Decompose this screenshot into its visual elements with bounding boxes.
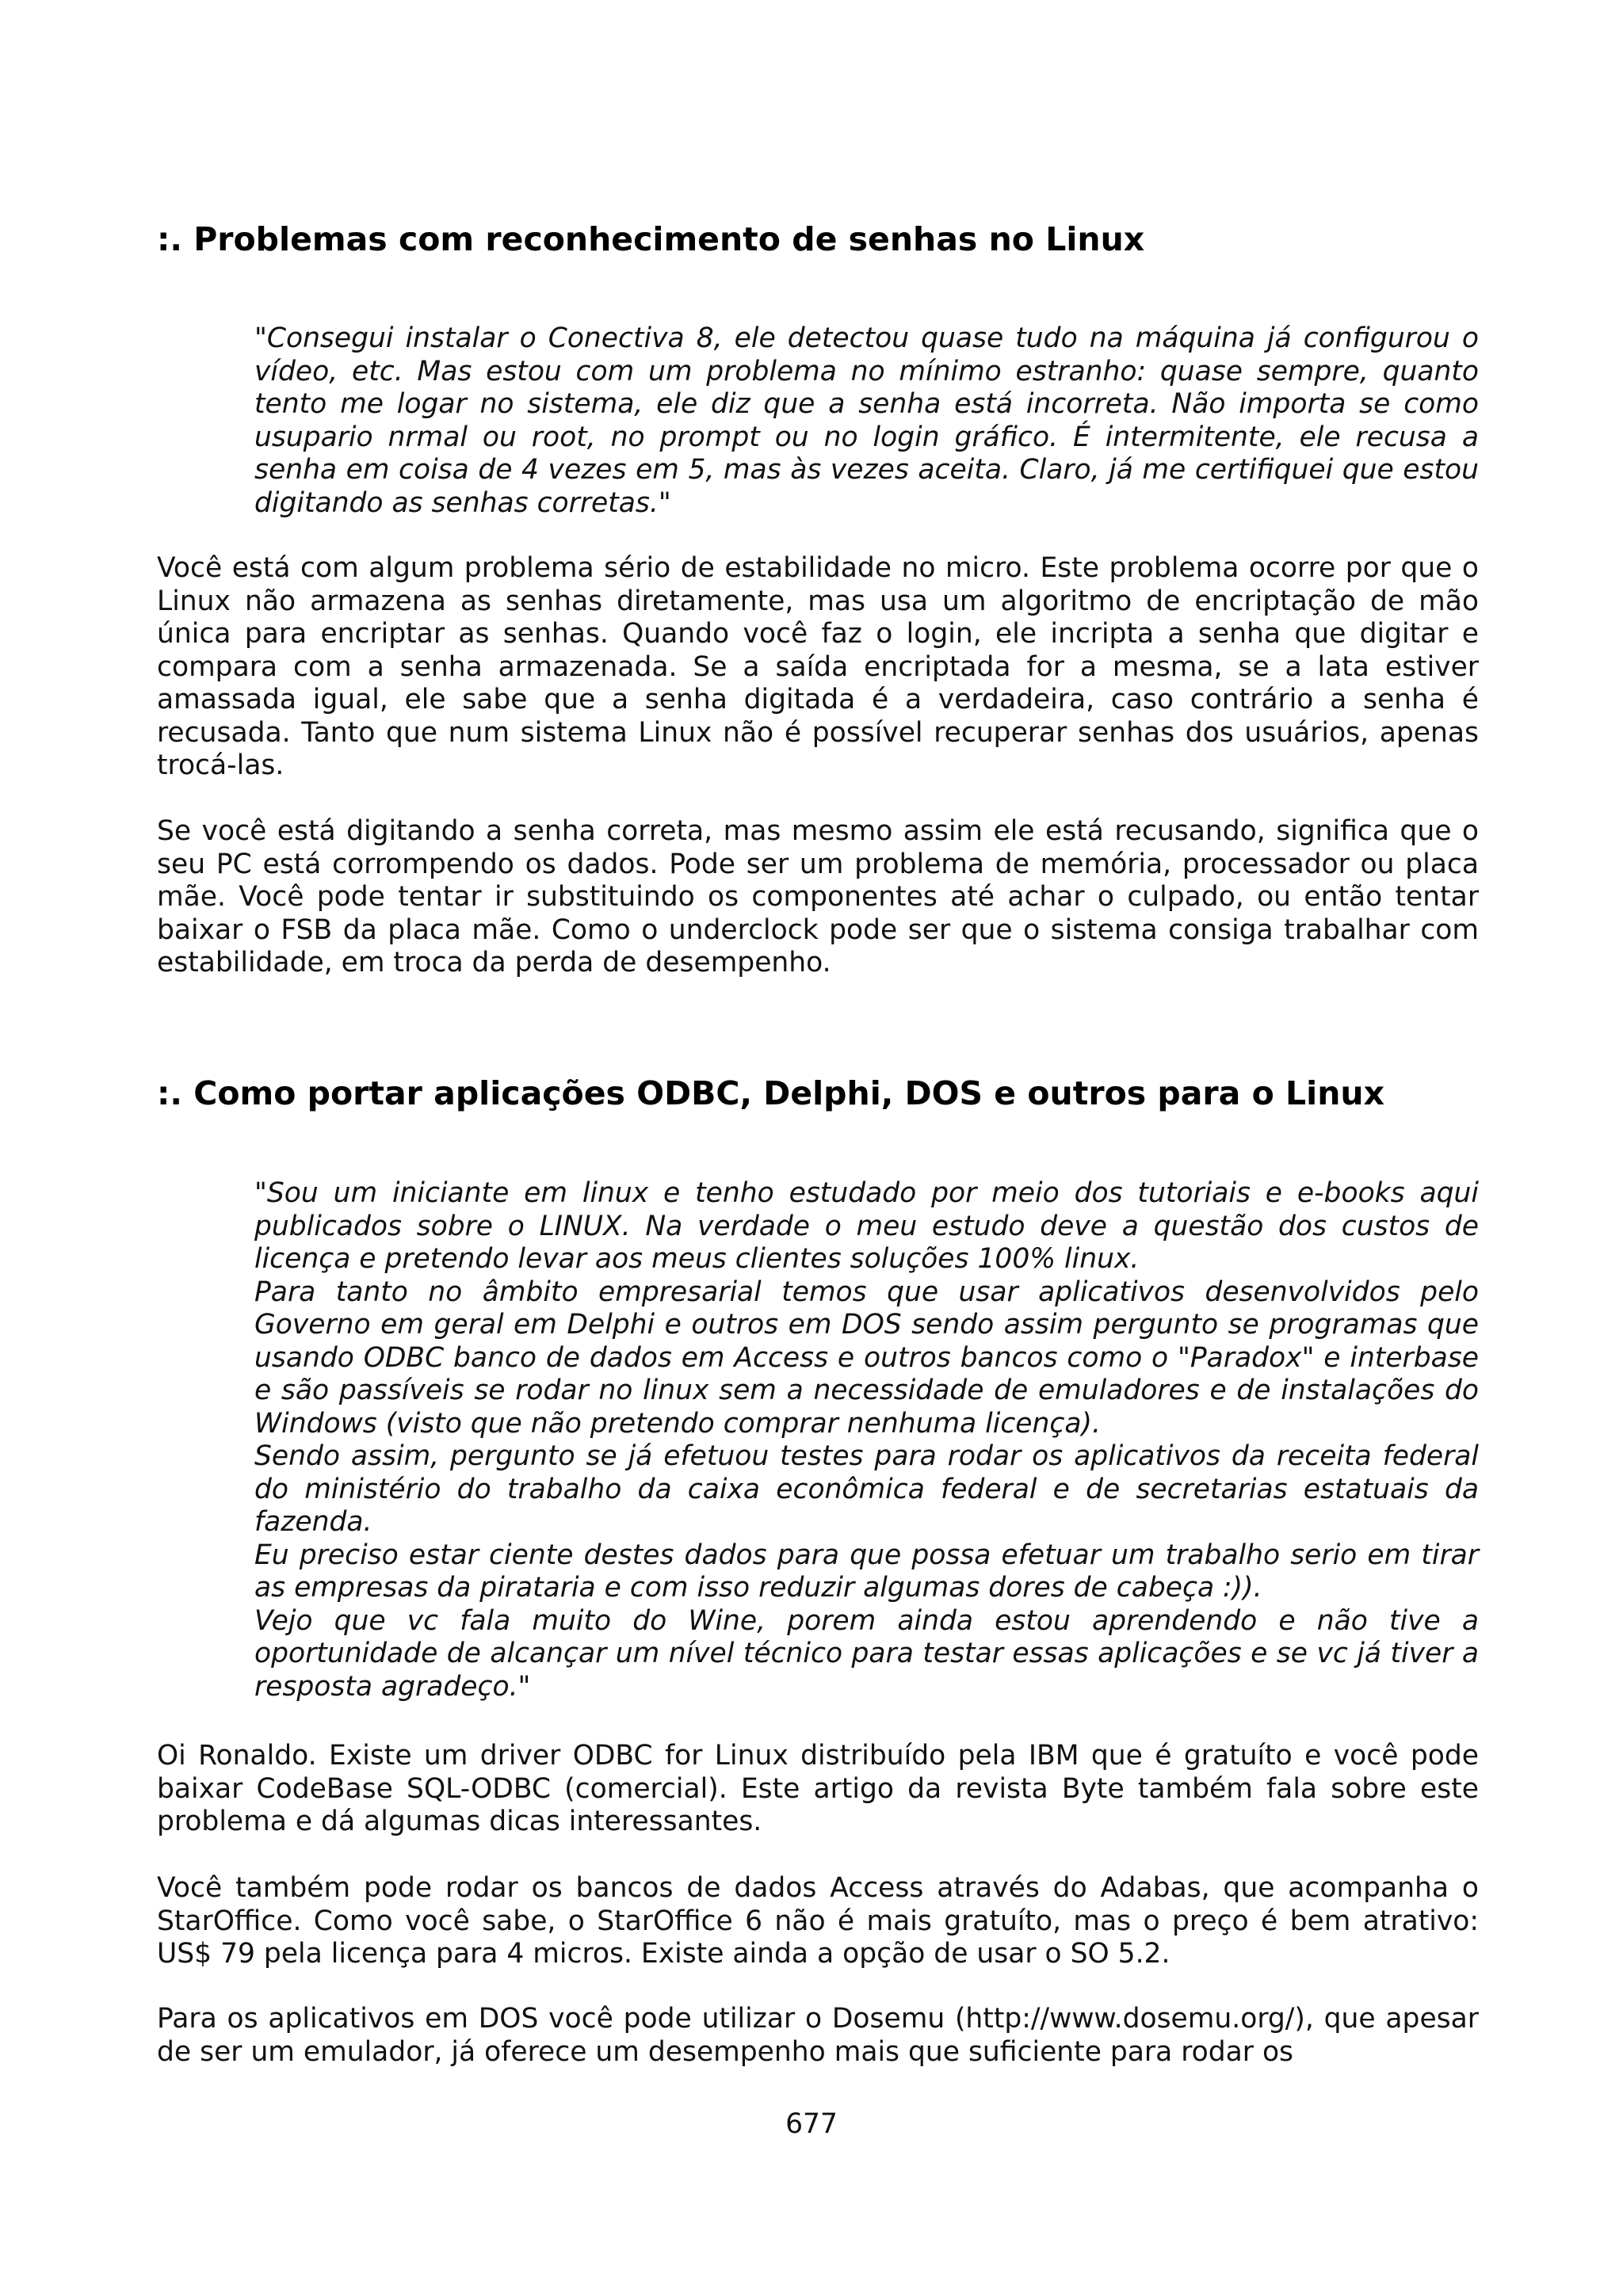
quote-line: Vejo que vc fala muito do Wine, porem ainda estou aprendendo e não tive a oportunidade de alcançar um nível técnico para testar essas aplicações e se vc já tiver a resposta agradeço." (254, 1604, 1479, 1703)
page-number: 677 (785, 2108, 838, 2140)
answer-paragraph: Você está com algum problema sério de estabilidade no micro. Este problema ocorre por que o Linux não armazena as senhas diretamente, mas usa um algoritmo de encriptação de mão única para encriptar as senhas. Quando você faz o login, ele incripta a senha que digitar e compara com a senha armazenada. Se a saída encriptada for a mesma, se a lata estiver amassada igual, ele sabe que a senha digitada é a verdadeira, caso contrário a senha é recusada. Tanto que num sistema Linux não é possível recuperar senhas dos usuários, apenas trocá-las. (157, 552, 1479, 781)
section-heading-password-problems: :. Problemas com reconhecimento de senhas no Linux (157, 220, 1145, 258)
quote-line: "Sou um iniciante em linux e tenho estudado por meio dos tutoriais e e-books aqui publicados sobre o LINUX. Na verdade o meu estudo deve a questão dos custos de licença e pretendo levar aos meus clientes soluções 100% linux. (254, 1177, 1479, 1275)
answer-paragraph: Oi Ronaldo. Existe um driver ODBC for Linux distribuído pela IBM que é gratuíto e você pode baixar CodeBase SQL-ODBC (comercial). Este artigo da revista Byte também fala sobre este problema e dá algumas dicas interessantes. (157, 1740, 1479, 1837)
answer-paragraph: Para os aplicativos em DOS você pode utilizar o Dosemu (http://www.dosemu.org/), que apesar de ser um emulador, já oferece um desempenho mais que suficiente para rodar os (157, 2003, 1479, 2068)
answer-paragraph: Se você está digitando a senha correta, mas mesmo assim ele está recusando, significa que o seu PC está corrompendo os dados. Pode ser um problema de memória, processador ou placa mãe. Você pode tentar ir substituindo os componentes até achar o culpado, ou então tentar baixar o FSB da placa mãe. Como o underclock pode ser que o sistema consiga trabalhar com estabilidade, em troca da perda de desempenho. (157, 815, 1479, 978)
quote-text: "Consegui instalar o Conectiva 8, ele detectou quase tudo na máquina já configurou o vídeo, etc. Mas estou com um problema no mínimo estranho: quase sempre, quanto tento me logar no sistema, ele diz que a senha está incorreta. Não importa se como usupario nrmal ou root, no prompt ou no login gráfico. É intermitente, ele recusa a senha em coisa de 4 vezes em 5, mas às vezes aceita. Claro, já me certifiquei que estou digitando as senhas corretas." (254, 322, 1479, 519)
quote-line: Sendo assim, pergunto se já efetuou testes para rodar os aplicativos da receita federal do ministério do trabalho da caixa econômica federal e de secretarias estatuais da fazenda. (254, 1440, 1479, 1538)
answer-paragraph: Você também pode rodar os bancos de dados Access através do Adabas, que acompanha o StarOffice. Como você sabe, o StarOffice 6 não é mais gratuíto, mas o preço é bem atrativo: US$ 79 pela licença para 4 micros. Existe ainda a opção de usar o SO 5.2. (157, 1872, 1479, 1970)
section-heading-porting-applications: :. Como portar aplicações ODBC, Delphi, DOS e outros para o Linux (157, 1074, 1385, 1112)
reader-question-quote (254, 322, 1479, 520)
reader-question-quote (254, 1177, 1479, 1703)
quote-line: Eu preciso estar ciente destes dados para que possa efetuar um trabalho serio em tirar as empresas da pirataria e com isso reduzir algumas dores de cabeça :)). (254, 1539, 1479, 1604)
quote-line: Para tanto no âmbito empresarial temos que usar aplicativos desenvolvidos pelo Governo em geral em Delphi e outros em DOS sendo assim pergunto se programas que usando ODBC banco de dados em Access e outros bancos como o "Paradox" e interbase e são passíveis se rodar no linux sem a necessidade de emuladores e de instalações do Windows (visto que não pretendo comprar nenhuma licença). (254, 1276, 1479, 1440)
